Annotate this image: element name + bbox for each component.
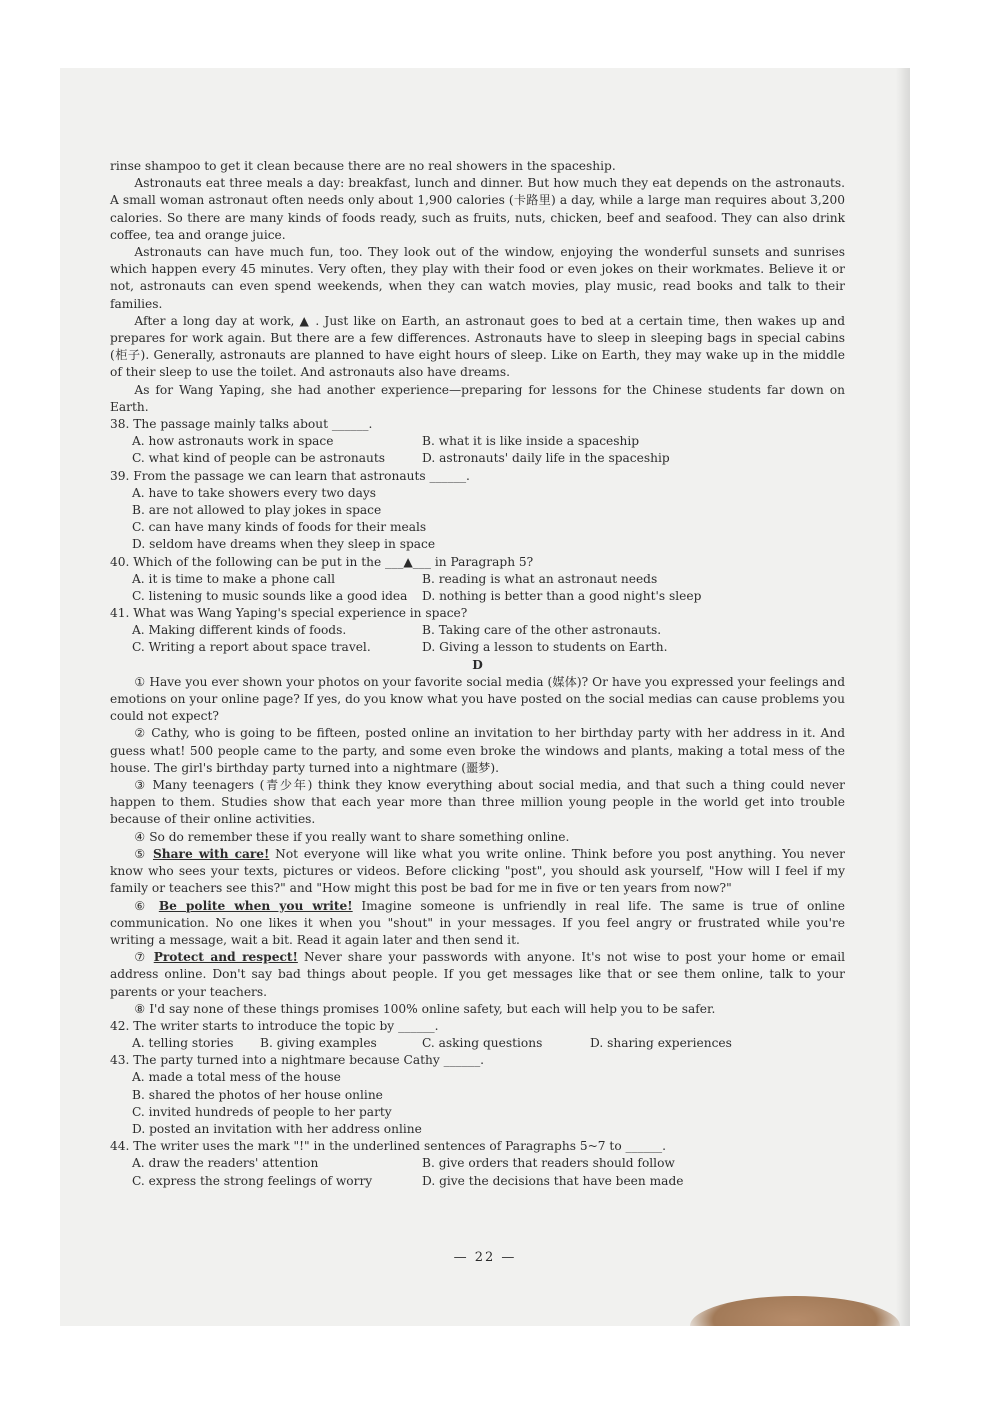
q39-option-d: D. seldom have dreams when they sleep in space xyxy=(132,537,436,552)
q38-option-a: A. how astronauts work in space xyxy=(132,434,334,449)
q43-option-c: C. invited hundreds of people to her party xyxy=(132,1104,392,1119)
q43-row-c xyxy=(110,1104,845,1121)
q38-option-c: C. what kind of people can be astronauts xyxy=(132,451,386,466)
q40-row2 xyxy=(110,588,845,605)
q42-option-b: B. giving examples xyxy=(260,1036,377,1051)
page-number: — 22 — xyxy=(453,1250,517,1265)
section-heading-d: D xyxy=(472,657,483,672)
q41-row1 xyxy=(110,622,845,639)
q38-row2 xyxy=(110,450,845,467)
passage-c-p2: Astronauts can have much fun, too. They look out of the window, enjoying the wonderful sunsets and sunrises which happen every 45 minutes. Very often, they play with their food or even jokes on their workmates. Believe it or not, astronauts can even spend weekends, when they can watch movies, play music, read books and talk to their families. xyxy=(110,245,845,311)
q43-stem xyxy=(110,1052,845,1069)
p6-underlined-heading: Be polite when you write! xyxy=(158,898,353,913)
q44-option-c: C. express the strong feelings of worry xyxy=(132,1173,373,1188)
q44-stem-text: 44. The writer uses the mark "!" in the underlined sentences of Paragraphs 5~7 to ______. xyxy=(110,1139,666,1154)
q41-row2 xyxy=(110,639,845,656)
q41-option-c: C. Writing a report about space travel. xyxy=(132,640,371,655)
q44-option-a: A. draw the readers' attention xyxy=(132,1156,319,1171)
q44-row1 xyxy=(110,1155,845,1172)
q40-option-a: A. it is time to make a phone call xyxy=(132,571,336,586)
q39-stem-text: 39. From the passage we can learn that astronauts ______. xyxy=(110,468,470,483)
q38-option-d: D. astronauts' daily life in the spaceship xyxy=(422,451,670,466)
p7-underlined-heading: Protect and respect! xyxy=(153,950,298,965)
q41-option-b: B. Taking care of the other astronauts. xyxy=(422,623,662,638)
p5-underlined-heading: Share with care! xyxy=(152,846,270,861)
q42-stem xyxy=(110,1018,845,1035)
passage-c-p4: As for Wang Yaping, she had another experience—preparing for lessons for the Chinese students far down on Earth. xyxy=(110,382,845,414)
q39-row-b xyxy=(110,502,845,519)
passage-d-p8: ⑧ I'd say none of these things promises 100% online safety, but each will help you to be safer. xyxy=(134,1001,716,1016)
p7-number: ⑦ xyxy=(134,950,148,965)
q43-option-b: B. shared the photos of her house online xyxy=(132,1087,383,1102)
q44-row2 xyxy=(110,1173,845,1190)
q40-stem-text: 40. Which of the following can be put in the ___▲___ in Paragraph 5? xyxy=(110,554,534,569)
q44-option-d: D. give the decisions that have been made xyxy=(422,1173,684,1188)
q40-option-d: D. nothing is better than a good night's sleep xyxy=(422,588,702,603)
passage-c-p0: rinse shampoo to get it clean because there are no real showers in the spaceship. xyxy=(110,159,616,173)
q39-row-c xyxy=(110,519,845,536)
passage-c-p1: Astronauts eat three meals a day: breakfast, lunch and dinner. But how much they eat depends on the astronauts. A small woman astronaut often needs only about 1,900 calories (卡路里) a day, while a large man requires about 3,200 calories. So there are many kinds of foods ready, such as fruits, nuts, chicken, beef and seafood. They can also drink coffee, tea and orange juice. xyxy=(110,176,845,242)
passage-d-p2: ② Cathy, who is going to be fifteen, posted online an invitation to her birthday party with her address in it. And guess what! 500 people came to the party, and some even broke the windows and plants, making a total mess of the house. The girl's birthday party turned into a nightmare (噩梦). xyxy=(110,726,845,775)
q42-stem-text: 42. The writer starts to introduce the topic by ______. xyxy=(110,1018,439,1033)
q38-row1 xyxy=(110,433,845,450)
q39-option-a: A. have to take showers every two days xyxy=(132,485,377,500)
page-text xyxy=(110,158,845,1190)
q41-option-d: D. Giving a lesson to students on Earth. xyxy=(422,640,668,655)
passage-d-p4: ④ So do remember these if you really want to share something online. xyxy=(134,829,570,844)
q43-row-d xyxy=(110,1121,845,1138)
q43-row-a xyxy=(110,1069,845,1086)
q40-option-b: B. reading is what an astronaut needs xyxy=(422,571,658,586)
passage-d-p5 xyxy=(110,846,845,898)
q41-stem xyxy=(110,605,845,622)
q40-option-c: C. listening to music sounds like a good idea xyxy=(132,588,408,603)
q42-row xyxy=(110,1035,845,1052)
passage-d-p7 xyxy=(110,949,845,1001)
q39-option-b: B. are not allowed to play jokes in space xyxy=(132,502,382,517)
q39-option-c: C. can have many kinds of foods for their meals xyxy=(132,520,427,535)
q43-option-a: A. made a total mess of the house xyxy=(132,1070,341,1085)
finger-shadow xyxy=(690,1296,900,1326)
q42-option-d: D. sharing experiences xyxy=(590,1036,732,1051)
q38-stem-text: 38. The passage mainly talks about ______. xyxy=(110,417,373,432)
p6-body: Imagine someone is unfriendly in real life. The same is true of online communication. No one likes it when you "shout" in your messages. If you feel angry or frustrated while you're writing a message, wait a bit. Read it again later and then send it. xyxy=(110,898,845,947)
q43-row-b xyxy=(110,1087,845,1104)
scanned-page xyxy=(60,68,910,1326)
q42-option-c: C. asking questions xyxy=(422,1036,543,1051)
passage-c-p3: After a long day at work, ▲ . Just like on Earth, an astronaut goes to bed at a certain time, then wakes up and prepares for work again. But there are a few differences. Astronauts have to sleep in sleeping bags in special cabins (柜子). Generally, astronauts are planned to have eight hours of sleep. Like on Earth, they may wake up in the middle of their sleep to use the toilet. And astronauts also have dreams. xyxy=(110,313,845,380)
p5-body: Not everyone will like what you write online. Think before you post anything. You never know who sees your texts, pictures or videos. Before clicking "post", you should ask yourself, "How will I feel if my family or teachers see this?" and "How might this post be bad for me in five or ten years from now?" xyxy=(110,846,845,896)
q44-option-b: B. give orders that readers should follow xyxy=(422,1156,675,1171)
q38-option-b: B. what it is like inside a spaceship xyxy=(422,434,640,449)
q39-stem xyxy=(110,468,845,485)
q40-row1 xyxy=(110,571,845,588)
q39-row-a xyxy=(110,485,845,502)
q40-stem xyxy=(110,554,845,571)
q38-stem xyxy=(110,416,845,433)
passage-d-p6 xyxy=(110,898,845,950)
q43-stem-text: 43. The party turned into a nightmare because Cathy ______. xyxy=(110,1053,485,1068)
q41-option-a: A. Making different kinds of foods. xyxy=(132,623,347,638)
p5-number: ⑤ xyxy=(134,846,148,861)
passage-d-p3: ③ Many teenagers (青少年) think they know everything about social media, and that such a thing could never happen to them. Studies show that each year more than three million young people in the world get into trouble because of their online activities. xyxy=(110,778,845,827)
q43-option-d: D. posted an invitation with her address online xyxy=(132,1122,422,1137)
page-edge-shadow xyxy=(896,68,910,1326)
q42-option-a: A. telling stories xyxy=(132,1036,234,1051)
q44-stem xyxy=(110,1138,845,1155)
q39-row-d xyxy=(110,536,845,553)
passage-d-p1: ① Have you ever shown your photos on your favorite social media (媒体)? Or have you expressed your feelings and emotions on your online page? If yes, do you know what you have posted on the social medias can cause problems you could not expect? xyxy=(110,674,845,724)
p7-body: Never share your passwords with anyone. It's not wise to post your home or email address online. Don't say bad things about people. If you get messages like that or see them online, talk to your parents or your teachers. xyxy=(110,950,846,999)
p6-number: ⑥ xyxy=(134,898,151,913)
q41-stem-text: 41. What was Wang Yaping's special experience in space? xyxy=(110,606,468,621)
